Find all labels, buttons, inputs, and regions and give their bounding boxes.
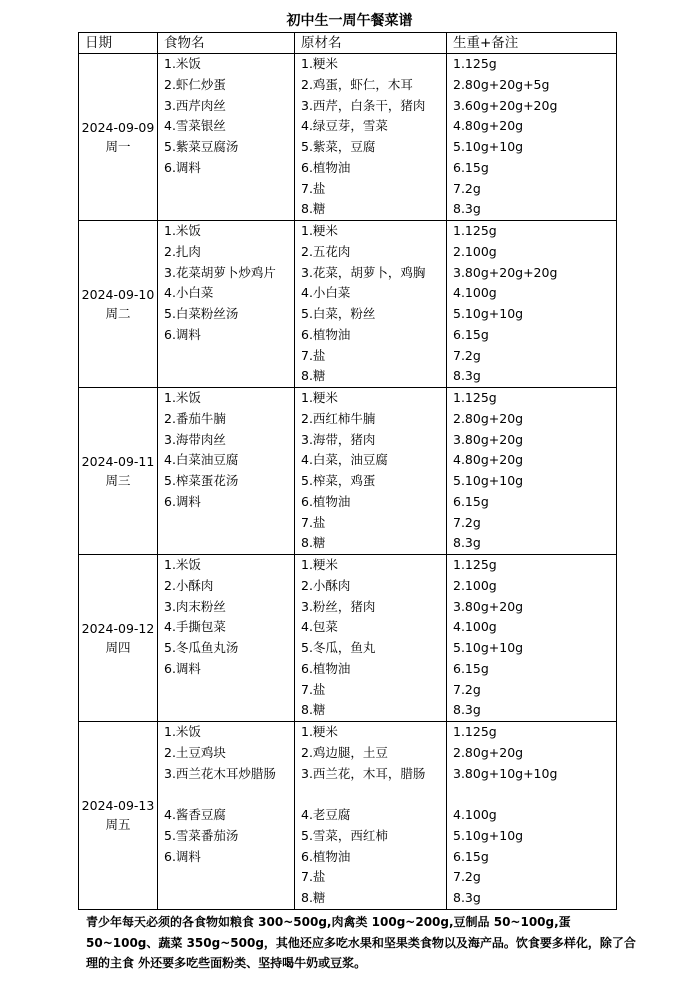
weight-item: 6.15g: [453, 493, 489, 509]
weight-cell: [447, 221, 617, 388]
day-row: [79, 388, 617, 555]
header-weight: 生重+备注: [447, 33, 617, 54]
food-cell: [158, 722, 295, 910]
weight-item: 1.125g: [453, 223, 497, 238]
food-cell: [158, 555, 295, 722]
weekday-text: 周一: [105, 139, 131, 154]
food-item: 6.调料: [164, 660, 201, 676]
weight-item: 8.3g: [453, 890, 481, 905]
ingredient-item: 6.植物油: [301, 660, 351, 676]
weight-cell: [447, 722, 617, 910]
food-item: 6.调料: [164, 326, 201, 342]
ingredient-item: 4.白菜，油豆腐: [301, 452, 388, 468]
weight-item: 5.10g+10g: [453, 306, 524, 321]
ingredient-item: 8.糖: [301, 890, 326, 905]
weight-item: 7.2g: [453, 180, 481, 196]
ingredient-item: 2.鸡边腿，土豆: [301, 744, 388, 760]
ingredient-item: 5.榨菜，鸡蛋: [301, 473, 376, 488]
date-text: 2024-09-13: [81, 798, 155, 814]
date-cell: [79, 388, 158, 555]
date-cell: [79, 54, 158, 221]
weight-item: 4.100g: [453, 619, 497, 635]
weight-item: 8.3g: [453, 368, 481, 384]
weekday-text: 周五: [105, 817, 131, 833]
weekday-text: 周四: [105, 640, 131, 655]
weight-item: 4.100g: [453, 285, 497, 301]
date-cell: [79, 555, 158, 722]
weekday-text: 周三: [105, 473, 131, 488]
weight-item: 2.80g+20g: [453, 744, 524, 760]
date-text: 2024-09-12: [81, 621, 155, 636]
ingredient-item: 3.西兰花，木耳，腊肠: [301, 765, 426, 781]
weight-item: 4.80g+20g: [453, 452, 524, 468]
date-cell: [79, 722, 158, 910]
weight-item: 2.100g: [453, 577, 497, 593]
food-item: 4.手撕包菜: [164, 619, 226, 635]
ingredient-item: 8.糖: [301, 702, 326, 718]
header-date: 日期: [79, 33, 158, 54]
food-item: 3.西芹肉丝: [164, 97, 226, 113]
weight-item: 4.100g: [453, 807, 497, 822]
weight-item: 5.10g+10g: [453, 473, 524, 488]
weight-item: 1.125g: [453, 724, 497, 739]
header-row: [79, 33, 617, 54]
food-item: 4.白菜油豆腐: [164, 452, 239, 468]
weight-item: 5.10g+10g: [453, 640, 524, 655]
ingredient-item: 4.老豆腐: [301, 807, 351, 822]
food-item: 5.雪菜番茄汤: [164, 827, 239, 843]
food-item: 1.米饭: [164, 557, 201, 572]
ingredient-item: 6.植物油: [301, 848, 351, 864]
ingredient-item: 3.西芹，白条干，猪肉: [301, 97, 426, 113]
ingredient-item: 5.紫菜，豆腐: [301, 139, 376, 154]
ingredient-item: 8.糖: [301, 535, 326, 551]
food-item: 1.米饭: [164, 223, 201, 238]
weight-item: 2.80g+20g: [453, 410, 524, 426]
food-item: 2.小酥肉: [164, 577, 214, 593]
food-item: 3.西兰花木耳炒腊肠: [164, 765, 276, 781]
ingredient-item: 8.糖: [301, 201, 326, 217]
date-text: 2024-09-11: [81, 454, 155, 469]
weight-item: 6.15g: [453, 660, 489, 676]
food-item: 3.花菜胡萝卜炒鸡片: [164, 264, 276, 280]
ingredient-item: 7.盐: [301, 180, 326, 196]
ingredient-item: 4.绿豆芽，雪菜: [301, 118, 388, 134]
date-cell: [79, 221, 158, 388]
weight-item: 1.125g: [453, 390, 497, 405]
ingredient-item: 5.白菜，粉丝: [301, 306, 376, 321]
header-ingredients: 原材名: [295, 33, 447, 54]
ingredients-cell: [295, 221, 447, 388]
weight-item: 1.125g: [453, 557, 497, 572]
day-row: [79, 555, 617, 722]
ingredient-item: 1.粳米: [301, 557, 338, 572]
ingredient-item: 3.海带，猪肉: [301, 431, 376, 447]
page-title: 初中生一周午餐菜谱: [286, 13, 413, 29]
weight-item: 7.2g: [453, 681, 481, 697]
date-text: 2024-09-09: [81, 120, 155, 135]
weight-item: 3.80g+10g+10g: [453, 765, 558, 781]
food-item: 1.米饭: [164, 56, 201, 71]
food-item: 1.米饭: [164, 724, 201, 739]
food-item: 2.虾仁炒蛋: [164, 76, 226, 92]
ingredient-item: 5.雪菜，西红柿: [301, 827, 388, 843]
food-item: 4.雪菜银丝: [164, 118, 226, 134]
weight-item: 8.3g: [453, 201, 481, 217]
day-row: [79, 221, 617, 388]
ingredients-cell: [295, 722, 447, 910]
ingredient-item: 4.小白菜: [301, 285, 351, 301]
ingredients-cell: [295, 388, 447, 555]
weight-item: 3.80g+20g: [453, 598, 524, 614]
food-cell: [158, 54, 295, 221]
header-food: 食物名: [158, 33, 295, 54]
food-cell: [158, 221, 295, 388]
ingredient-item: 2.小酥肉: [301, 577, 351, 593]
weight-item: 1.125g: [453, 56, 497, 71]
ingredient-item: 3.粉丝，猪肉: [301, 598, 376, 614]
weight-cell: [447, 54, 617, 221]
food-item: 6.调料: [164, 848, 201, 864]
day-row: [79, 54, 617, 221]
ingredient-item: 7.盐: [301, 514, 326, 530]
weight-item: 2.100g: [453, 243, 497, 259]
ingredient-item: 1.粳米: [301, 223, 338, 238]
ingredient-item: 2.西红柿牛腩: [301, 410, 376, 426]
weight-cell: [447, 555, 617, 722]
nutrition-note: 青少年每天必须的各食物如粮食 300~500g,肉禽类 100g~200g,豆制品 50~100g,蛋 50~100g、蔬菜 350g~500g，其他还应多吃水果和坚果类食物以及海产品。饮食要多样化，除了合理的主食 外还要多吃些面粉类、坚持喝牛奶或豆浆。: [86, 915, 636, 970]
ingredient-item: 4.包菜: [301, 619, 338, 635]
ingredient-item: 2.五花肉: [301, 243, 351, 259]
weight-item: 6.15g: [453, 848, 489, 864]
ingredient-item: 7.盐: [301, 869, 326, 885]
weight-item: 3.80g+20g+20g: [453, 264, 558, 280]
food-item: 5.冬瓜鱼丸汤: [164, 640, 239, 655]
ingredient-item: 6.植物油: [301, 493, 351, 509]
food-item: 5.榨菜蛋花汤: [164, 473, 239, 488]
food-item: 5.紫菜豆腐汤: [164, 139, 239, 154]
weight-item: 2.80g+20g+5g: [453, 76, 550, 92]
food-item: 4.酱香豆腐: [164, 807, 226, 822]
menu-table: [78, 32, 617, 910]
ingredient-item: 2.鸡蛋，虾仁，木耳: [301, 76, 413, 92]
weight-item: 7.2g: [453, 347, 481, 363]
ingredient-item: 6.植物油: [301, 326, 351, 342]
weight-item: 7.2g: [453, 514, 481, 530]
weight-item: 3.80g+20g: [453, 431, 524, 447]
weight-item: 7.2g: [453, 869, 481, 885]
menu-body: [79, 54, 617, 910]
weight-item: 5.10g+10g: [453, 139, 524, 154]
food-item: 5.白菜粉丝汤: [164, 306, 239, 321]
food-cell: [158, 388, 295, 555]
ingredient-item: 1.粳米: [301, 390, 338, 405]
weight-item: 6.15g: [453, 159, 489, 175]
weight-item: 6.15g: [453, 326, 489, 342]
food-item: 3.海带肉丝: [164, 431, 226, 447]
ingredient-item: 3.花菜，胡萝卜，鸡胸: [301, 264, 426, 280]
ingredient-item: 1.粳米: [301, 56, 338, 71]
food-item: 6.调料: [164, 493, 201, 509]
weight-cell: [447, 388, 617, 555]
ingredient-item: 7.盐: [301, 681, 326, 697]
food-item: 6.调料: [164, 159, 201, 175]
weight-item: 3.60g+20g+20g: [453, 97, 558, 113]
ingredient-item: 6.植物油: [301, 159, 351, 175]
weight-item: 8.3g: [453, 535, 481, 551]
ingredient-item: 7.盐: [301, 347, 326, 363]
weekday-text: 周二: [105, 306, 131, 321]
food-item: 2.扎肉: [164, 243, 201, 259]
ingredient-item: 1.粳米: [301, 724, 338, 739]
ingredients-cell: [295, 555, 447, 722]
food-item: 4.小白菜: [164, 285, 214, 301]
ingredient-item: 5.冬瓜，鱼丸: [301, 640, 376, 655]
ingredient-item: 8.糖: [301, 368, 326, 384]
food-item: 2.土豆鸡块: [164, 744, 226, 760]
weight-item: 4.80g+20g: [453, 118, 524, 134]
weight-item: 8.3g: [453, 702, 481, 718]
food-item: 3.肉末粉丝: [164, 598, 226, 614]
weight-item: 5.10g+10g: [453, 827, 524, 843]
date-text: 2024-09-10: [81, 287, 155, 302]
day-row: [79, 722, 617, 910]
ingredients-cell: [295, 54, 447, 221]
food-item: 2.番茄牛腩: [164, 410, 226, 426]
food-item: 1.米饭: [164, 390, 201, 405]
